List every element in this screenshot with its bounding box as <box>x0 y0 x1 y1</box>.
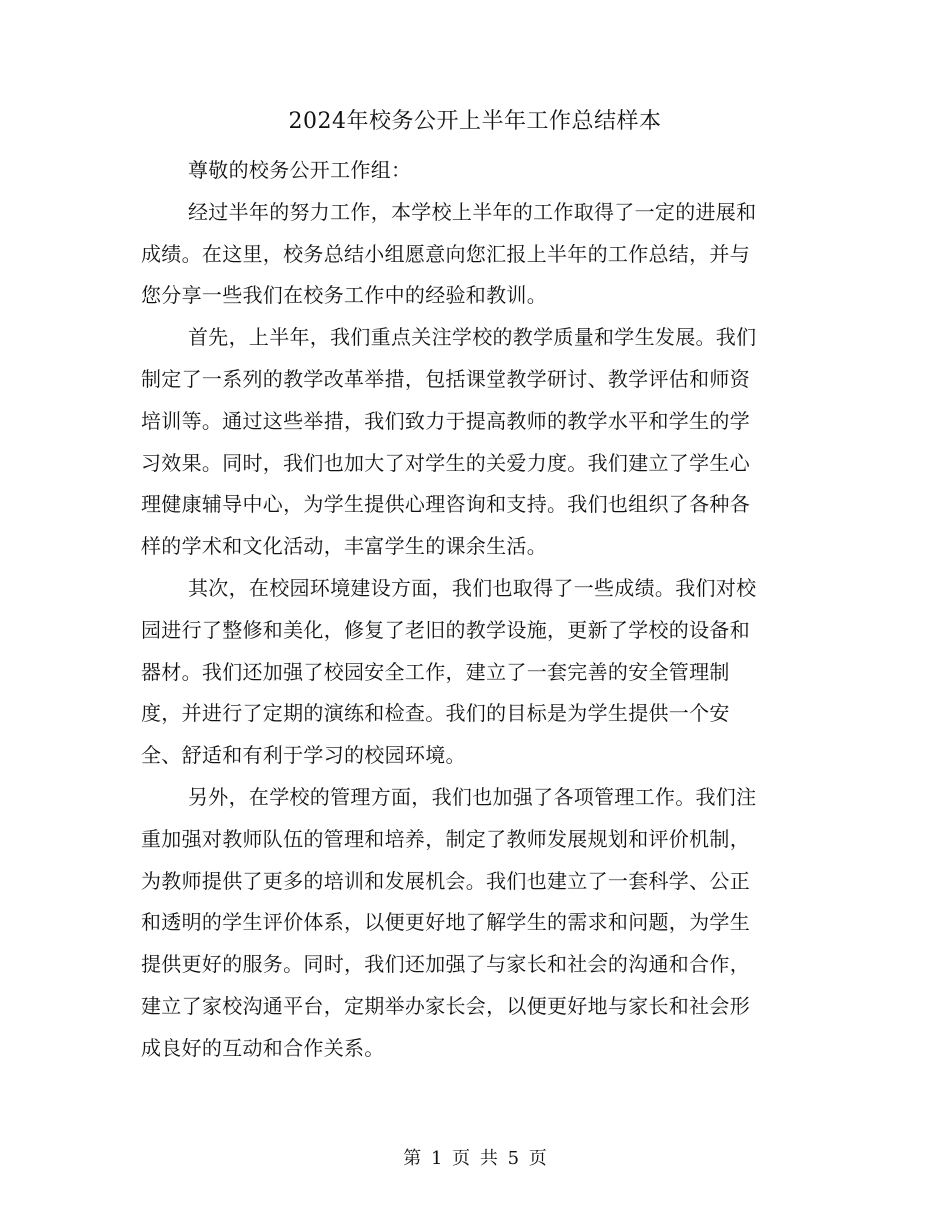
paragraph-4 <box>141 777 801 1070</box>
greeting: 尊敬的校务公开工作组： <box>188 158 412 182</box>
paragraph-line: 重加强对教师队伍的管理和培养，制定了教师发展规划和评价机制， <box>141 826 750 851</box>
paragraph-line: 您分享一些我们在校务工作中的经验和教训。 <box>141 283 547 308</box>
document-title: 2024年校务公开上半年工作总结样本 <box>288 109 662 134</box>
paragraph-line: 制定了一系列的教学改革举措，包括课堂教学研讨、教学评估和师资 <box>141 366 750 391</box>
paragraph-1 <box>141 192 801 317</box>
paragraph-line: 其次，在校园环境建设方面，我们也取得了一些成绩。我们对校 <box>188 575 757 600</box>
paragraph-line: 建立了家校沟通平台，定期举办家长会，以便更好地与家长和社会形 <box>141 993 750 1018</box>
paragraph-line: 园进行了整修和美化，修复了老旧的教学设施，更新了学校的设备和 <box>141 617 750 642</box>
paragraph-line: 成良好的互动和合作关系。 <box>141 1035 385 1060</box>
paragraph-line: 培训等。通过这些举措，我们致力于提高教师的教学水平和学生的学 <box>141 408 750 433</box>
paragraph-line: 另外，在学校的管理方面，我们也加强了各项管理工作。我们注 <box>188 784 757 809</box>
paragraph-line: 首先，上半年，我们重点关注学校的教学质量和学生发展。我们 <box>188 325 757 350</box>
paragraph-line: 全、舒适和有利于学习的校园环境。 <box>141 743 466 768</box>
paragraph-line: 提供更好的服务。同时，我们还加强了与家长和社会的沟通和合作， <box>141 952 750 977</box>
paragraph-line: 器材。我们还加强了校园安全工作，建立了一套完善的安全管理制 <box>141 659 730 684</box>
paragraph-line: 经过半年的努力工作，本学校上半年的工作取得了一定的进展和 <box>188 199 757 224</box>
paragraph-line: 为教师提供了更多的培训和发展机会。我们也建立了一套科学、公正 <box>141 868 750 893</box>
paragraph-line: 和透明的学生评价体系，以便更好地了解学生的需求和问题，为学生 <box>141 910 750 935</box>
paragraph-line: 习效果。同时，我们也加大了对学生的关爱力度。我们建立了学生心 <box>141 450 750 475</box>
paragraph-line: 理健康辅导中心，为学生提供心理咨询和支持。我们也组织了各种各 <box>141 492 750 517</box>
paragraph-line: 成绩。在这里，校务总结小组愿意向您汇报上半年的工作总结，并与 <box>141 241 750 266</box>
document-body <box>141 150 801 1070</box>
paragraph-3 <box>141 568 801 777</box>
paragraph-line: 度，并进行了定期的演练和检查。我们的目标是为学生提供一个安 <box>141 701 730 726</box>
paragraph-2 <box>141 317 801 568</box>
page-number-footer: 第 1 页 共 5 页 <box>403 1148 547 1169</box>
paragraph-line: 样的学术和文化活动，丰富学生的课余生活。 <box>141 534 547 559</box>
